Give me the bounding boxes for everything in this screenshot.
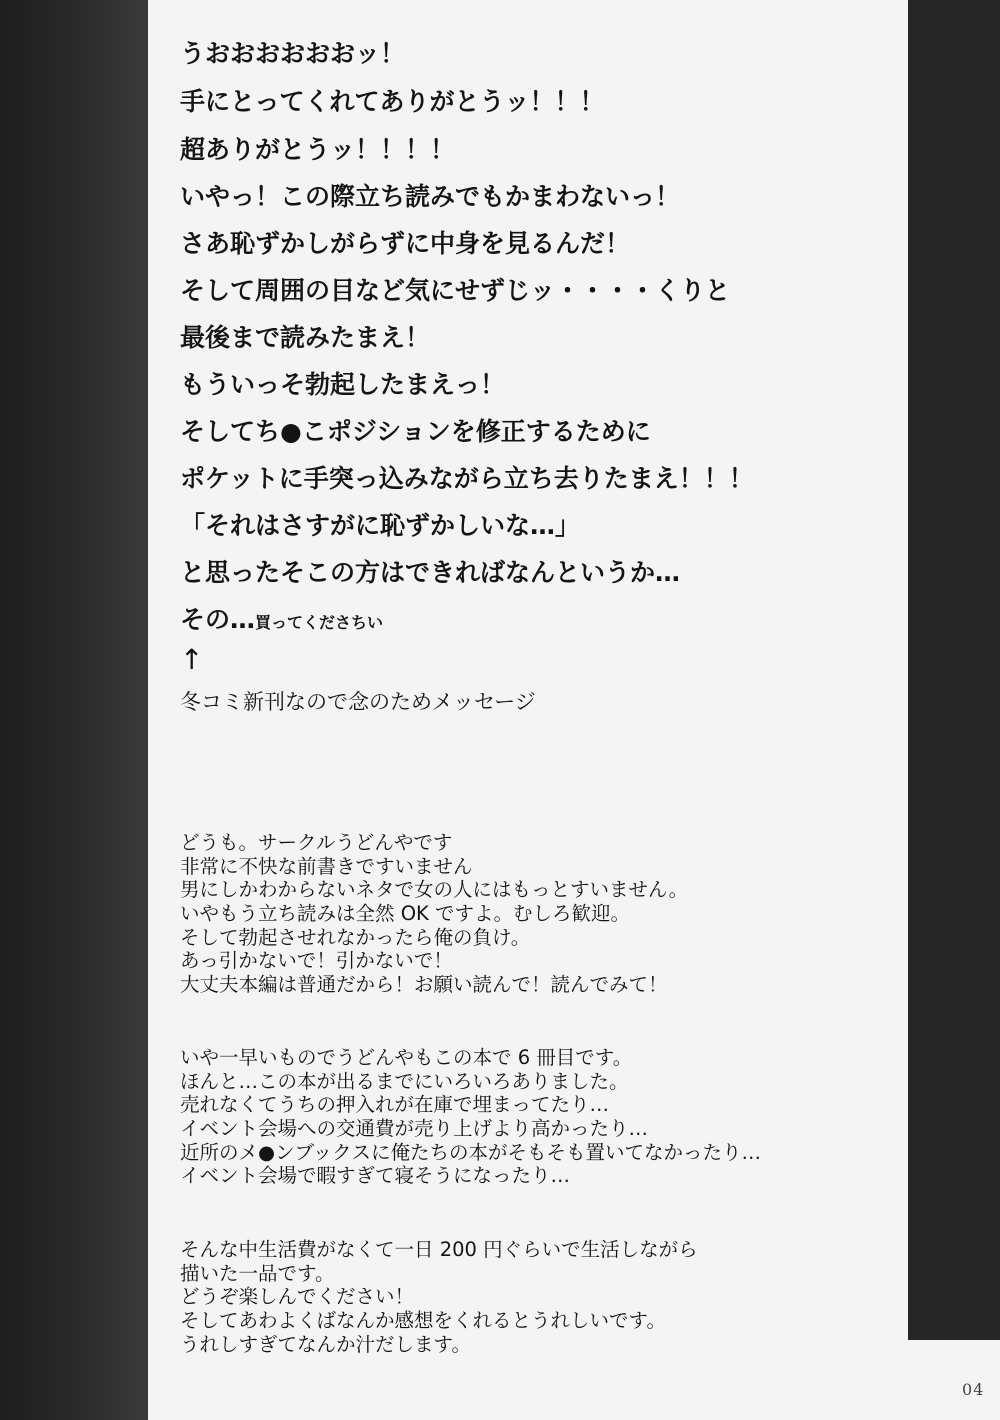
p1-line-2: 非常に不快な前書きですいません (180, 854, 473, 878)
p2-line-1: いや一早いものでうどんやもこの本で 6 冊目です。 (180, 1046, 633, 1069)
paragraph-3 (180, 1238, 698, 1356)
page-corner (908, 1340, 1000, 1420)
p1-line-3: 男にしかわからないネタで女の人にはもっとすいません。 (180, 878, 689, 902)
p2-line-2: ほんと…この本が出るまでにいろいろありました。 (180, 1069, 629, 1093)
p3-line-1: そんな中生活費がなくて一日 200 円ぐらいで生活しながら (180, 1238, 698, 1261)
p2-line-4: イベント会場への交通費が売り上げより高かったり… (180, 1117, 649, 1141)
p1-line-6: あっ引かないで！引かないで！ (180, 949, 453, 973)
p2-line-3: 売れなくてうちの押入れが在庫で埋まってたり… (180, 1093, 610, 1117)
left-dark-margin (0, 0, 148, 1420)
heading-line-13 (180, 604, 383, 639)
line-13-small: 買ってくださちい (255, 613, 384, 632)
paragraph-1 (180, 831, 688, 997)
right-dark-margin (908, 0, 1000, 1420)
p1-line-7: 大丈夫本編は普通だから！お願い読んで！読んでみて！ (180, 973, 668, 997)
p1-line-4: いやもう立ち読みは全然 OK ですよ。むしろ歓迎。 (180, 902, 631, 926)
line-13-main: その… (180, 605, 256, 634)
heading-line-3: 超ありがとうッ！！！！ (180, 135, 456, 164)
up-arrow-icon: ↑ (180, 643, 204, 676)
p3-line-3: どうぞ楽しんでください！ (180, 1285, 415, 1309)
p3-line-2: 描いた一品です。 (180, 1261, 335, 1285)
heading-line-4: いやっ！この際立ち読みでもかまわないっ！ (180, 182, 681, 211)
heading-line-1: うおおおおおおッ！ (180, 39, 406, 68)
p2-line-5: 近所のメ●ンブックスに俺たちの本がそもそも置いてなかったり… (180, 1140, 761, 1164)
p1-line-1: どうも。サークルうどんやです (180, 831, 453, 854)
p1-line-5: そして勃起させれなかったら俺の負け。 (180, 925, 531, 949)
p3-line-5: うれしすぎてなんか汁だします。 (180, 1332, 471, 1356)
heading-line-11: 「それはさすがに恥ずかしいな…」 (180, 511, 581, 540)
heading-line-6: そして周囲の目など気にせずじッ・・・・くりと (180, 276, 731, 305)
page-number: 04 (962, 1380, 985, 1399)
message-note: 冬コミ新刊なので念のためメッセージ (180, 690, 536, 714)
heading-line-9: そしてち●こポジションを修正するために (180, 417, 651, 446)
heading-line-8: もういっそ勃起したまえっ！ (180, 370, 506, 399)
p2-line-6: イベント会場で暇すぎて寝そうになったり… (180, 1164, 571, 1188)
p3-line-4: そしてあわよくばなんか感想をくれるとうれしいです。 (180, 1309, 666, 1333)
heading-line-10: ポケットに手突っ込みながら立ち去りたまえ！！！ (180, 464, 754, 493)
heading-line-5: さあ恥ずかしがらずに中身を見るんだ！ (180, 229, 631, 258)
heading-line-12: と思ったそこの方はできればなんというか… (180, 558, 681, 587)
heading-line-7: 最後まで読みたまえ！ (180, 323, 431, 352)
paragraph-2 (180, 1046, 761, 1188)
heading-line-2: 手にとってくれてありがとうッ！！！ (180, 87, 605, 116)
